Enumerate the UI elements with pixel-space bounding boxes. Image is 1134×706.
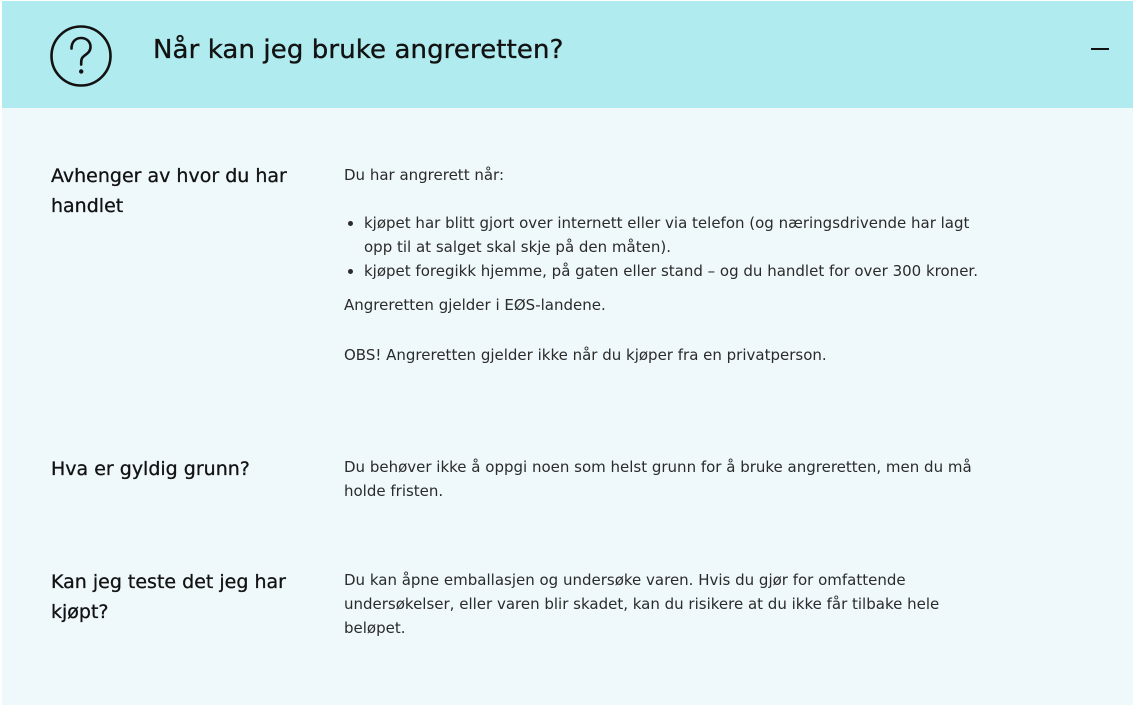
answer-intro: Du har angrerett når: [344, 166, 504, 184]
faq-question: Kan jeg teste det jeg har kjøpt? [51, 571, 286, 623]
accordion-title: Når kan jeg bruke angreretten? [153, 35, 564, 65]
faq-question: Avhenger av hvor du har handlet [51, 165, 287, 217]
faq-question: Hva er gyldig grunn? [51, 458, 250, 480]
list-item: • kjøpet foregikk hjemme, på gaten eller stand – og du handlet for over 300 kroner. [364, 259, 984, 283]
accordion-panel [2, 1, 1133, 705]
minus-icon[interactable] [1089, 38, 1111, 60]
list-item: • kjøpet har blitt gjort over internett eller via telefon (og næringsdrivende har lagt opp til at salget skal skje på den måten). [364, 211, 984, 259]
faq-answer: Du behøver ikke å oppgi noen som helst grunn for å bruke angreretten, men du må holde fristen. [344, 458, 972, 500]
accordion-header[interactable] [2, 1, 1133, 108]
faq-answer: Du kan åpne emballasjen og undersøke varen. Hvis du gjør for omfattende undersøkelser, eller varen blir skadet, kan du risikere at du ikke får tilbake hele beløpet. [344, 571, 940, 637]
answer-warning: OBS! Angreretten gjelder ikke når du kjøper fra en privatperson. [344, 346, 827, 364]
answer-note: Angreretten gjelder i EØS-landene. [344, 296, 606, 314]
faq-answer [344, 163, 984, 367]
question-circle-icon [49, 24, 113, 88]
answer-list [344, 211, 984, 283]
